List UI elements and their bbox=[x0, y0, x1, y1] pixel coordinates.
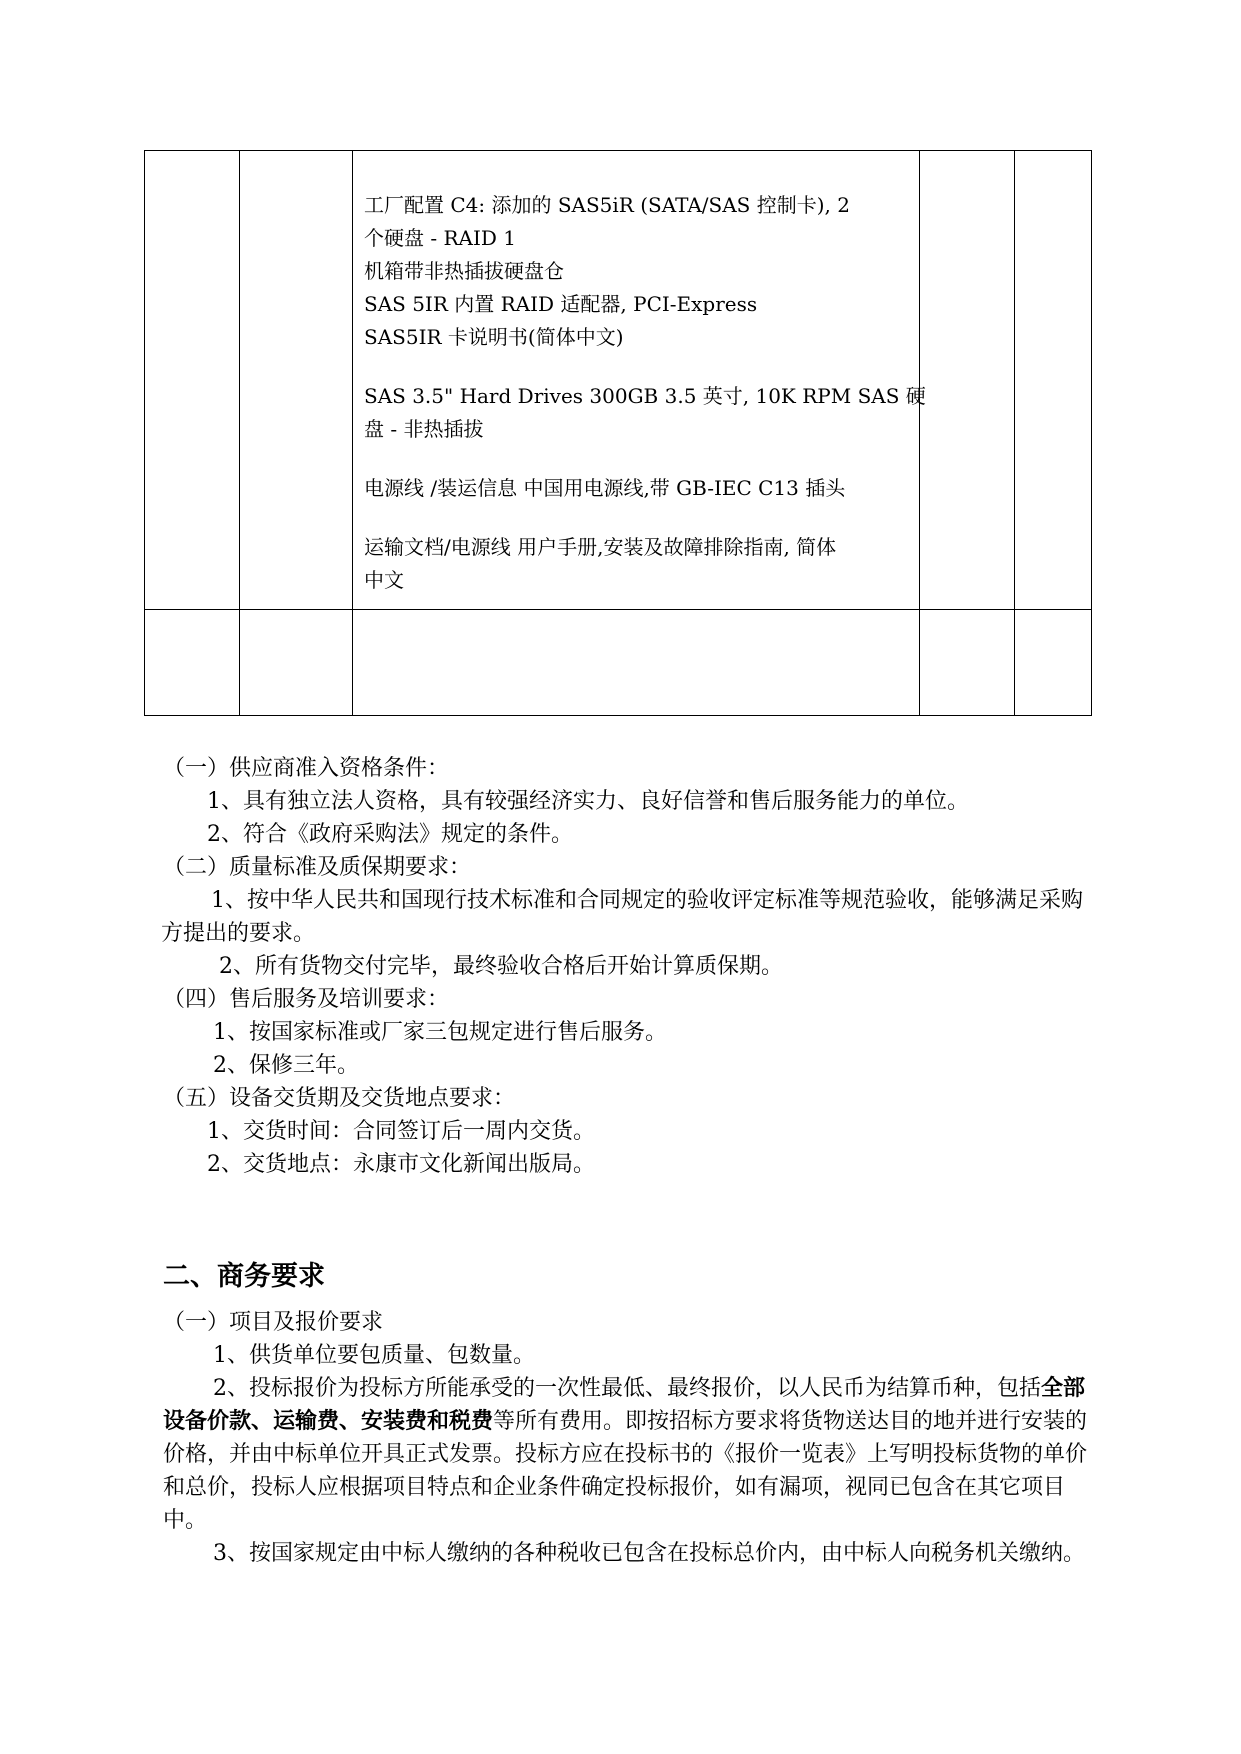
config-line: 工厂配置 C4: 添加的 SAS5iR (SATA/SAS 控制卡), 2 bbox=[364, 193, 850, 217]
supplier-item: 1、具有独立法人资格，具有较强经济实力、良好信誉和售后服务能力的单位。 bbox=[207, 789, 969, 814]
business-item: 3、按国家规定由中标人缴纳的各种税收已包含在投标总价内，由中标人向税务机关缴纳。 bbox=[213, 1541, 1086, 1566]
supplier-heading: （一）供应商准入资格条件： bbox=[163, 756, 450, 781]
quality-item: 2、所有货物交付完毕，最终验收合格后开始计算质保期。 bbox=[219, 954, 783, 979]
table-cell bbox=[920, 151, 1015, 610]
supplier-item: 2、符合《政府采购法》规定的条件。 bbox=[207, 822, 573, 847]
business-section bbox=[163, 1306, 1103, 1570]
config-line: SAS 5IR 内置 RAID 适配器, PCI-Express bbox=[364, 292, 758, 316]
project-heading: （一）项目及报价要求 bbox=[163, 1310, 384, 1335]
table-cell bbox=[353, 610, 920, 716]
item2-text: 等所有费用。即按招标方要求将货物送达目的地并进行安装的价格，并由中标单位开具正式发票。投标方应在投标书的《报价一览表》上写明投标货物的单价和总价，投标人应根据项目特点和企业条件确定投标报价，如有漏项，视同已包含在其它项目中。 bbox=[163, 1409, 1088, 1533]
business-item bbox=[163, 1372, 1103, 1537]
config-line: SAS5IR 卡说明书(简体中文) bbox=[364, 325, 624, 349]
business-item: 1、供货单位要包质量、包数量。 bbox=[213, 1343, 535, 1368]
requirements-section bbox=[163, 752, 1103, 1181]
table-cell bbox=[240, 610, 353, 716]
service-heading: （四）售后服务及培训要求： bbox=[163, 987, 450, 1012]
section-title: 二、商务要求 bbox=[163, 1261, 325, 1292]
table-cell bbox=[1015, 151, 1092, 610]
item2-emphasis: 全部设备价款、运输费、安装费和税费 bbox=[163, 1376, 1086, 1434]
table-row bbox=[145, 610, 1092, 716]
config-cell bbox=[353, 151, 926, 610]
power-line: 电源线 /装运信息 中国用电源线,带 GB-IEC C13 插头 bbox=[364, 476, 846, 500]
drive-line: SAS 3.5" Hard Drives 300GB 3.5 英寸, 10K RPM SAS 硬 bbox=[364, 384, 926, 408]
table-cell bbox=[1015, 610, 1092, 716]
config-line: 机箱带非热插拔硬盘仓 bbox=[364, 259, 564, 283]
quality-item: 1、按中华人民共和国现行技术标准和合同规定的验收评定标准等规范验收，能够满足采购方提出的要求。 bbox=[161, 888, 1084, 946]
table-cell bbox=[240, 151, 353, 610]
docs-line: 中文 bbox=[364, 568, 404, 592]
table-row bbox=[145, 151, 1092, 610]
spec-table bbox=[144, 150, 1092, 716]
item2-text: 2、投标报价为投标方所能承受的一次性最低、最终报价，以人民币为结算币种，包括 bbox=[213, 1376, 1041, 1401]
config-line: 个硬盘 - RAID 1 bbox=[364, 226, 516, 250]
quality-heading: （二）质量标准及质保期要求： bbox=[163, 855, 472, 880]
table-cell bbox=[920, 610, 1015, 716]
service-item: 2、保修三年。 bbox=[213, 1053, 359, 1078]
table-cell bbox=[145, 610, 240, 716]
drive-line: 盘 - 非热插拔 bbox=[364, 417, 484, 441]
service-item: 1、按国家标准或厂家三包规定进行售后服务。 bbox=[213, 1020, 667, 1045]
table-cell bbox=[145, 151, 240, 610]
delivery-heading: （五）设备交货期及交货地点要求： bbox=[163, 1086, 516, 1111]
delivery-item: 1、交货时间：合同签订后一周内交货。 bbox=[207, 1119, 595, 1144]
delivery-item: 2、交货地点：永康市文化新闻出版局。 bbox=[207, 1152, 595, 1177]
docs-line: 运输文档/电源线 用户手册,安装及故障排除指南, 简体 bbox=[364, 535, 837, 559]
